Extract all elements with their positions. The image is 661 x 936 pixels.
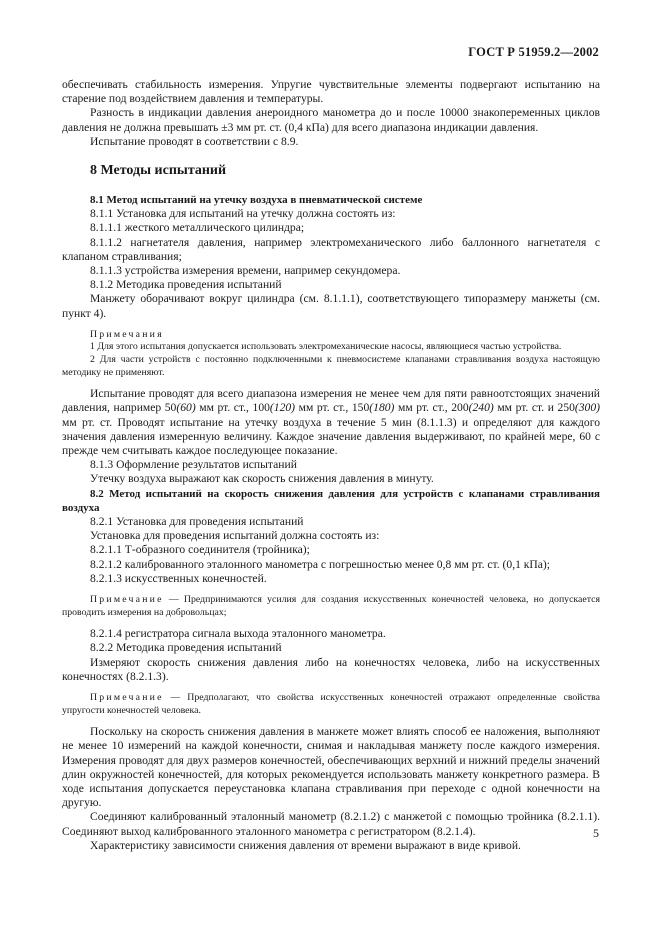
paragraph: Поскольку на скорость снижения давления в манжете может влиять способ ее наложения, выполняют не менее 10 измерений на каждой конечности, снимая и накладывая манжету после каждого измерения. Измерения проводят для двух размеров конечностей, обеспечивающих верхний и нижний пределы значений длин окружностей конечностей, для которых рекомендуется использовать манжету конкретного размера. В ходе испытания допускается переустановка клапана стравливания при переходе с одной конечности на другую. (62, 725, 600, 810)
paragraph: 8.1.1.2 нагнетателя давления, например электромеханического либо баллонного нагнетателя с клапаном стравливания; (62, 235, 600, 263)
paragraph: Манжету оборачивают вокруг цилиндра (см. 8.1.1.1), соответствующего типоразмеру манжеты (см. пункт 4). (62, 292, 600, 320)
paragraph: 8.1.1 Установка для испытаний на утечку должна состоять из: (90, 207, 396, 221)
paragraph: Соединяют калиброванный эталонный манометр (8.2.1.2) с манжетой с помощью тройника (8.2.1.1). Соединяют выход калиброванного эталонного манометра с регистратором (8.2.1.4). (62, 810, 600, 838)
paragraph: 8.2.1.2 калиброванного эталонного манометра с погрешностью менее 0,8 мм рт. ст. (0,1 кПа); (90, 557, 551, 571)
note-label: Примечания (90, 328, 164, 340)
paragraph: Разность в индикации давления анероидного манометра до и после 10000 знакопеременных циклов давления не должна превышать ±3 мм рт. ст. (0,4 кПа) для всего диапазона индикации давления. (62, 106, 600, 134)
paragraph: 8.2.1.1 Т-образного соединителя (тройника); (90, 543, 310, 557)
paragraph: 8.2.1.3 искусственных конечностей. (90, 571, 267, 585)
note: Примечание — Предпринимаются усилия для создания искусственных конечностей человека, но допускается проводить измерения на добровольцах; (62, 594, 600, 618)
subsection-heading: 8.1 Метод испытаний на утечку воздуха в пневматической системе (90, 194, 423, 207)
paragraph: 8.1.2 Методика проведения испытаний (90, 278, 282, 292)
section-heading: 8 Методы испытаний (90, 163, 227, 179)
subsection-heading: 8.2 Метод испытаний на скорость снижения давления для устройств с клапанами стравливания воздуха (62, 487, 600, 514)
paragraph-test-values: Испытание проводят для всего диапазона измерения не менее чем для пяти равноотстоящих значений давления, например 50(60) мм рт. ст., 100(120) мм рт. ст., 150(180) мм рт. ст., 200(240) мм рт. ст. и 250(300) мм рт. ст. Проводят испытание на утечку воздуха в течение 5 мин (8.1.1.3) и определяют для каждого значения давления измеренную величину. Каждое значение давления выдерживают, по крайней мере, 60 с прежде чем считывать каждое последующее показание. (62, 387, 600, 458)
paragraph: Измеряют скорость снижения давления либо на конечностях человека, либо на искусственных конечностях (8.2.1.3). (62, 655, 600, 683)
paragraph: 8.1.1.3 устройства измерения времени, например секундомера. (90, 264, 401, 278)
document-body (62, 78, 600, 853)
note-item: 2 Для части устройств с постоянно подключенными к пневмосистеме клапанами стравливания воздуха настоящую методику не применяют. (62, 354, 600, 378)
note: Примечание — Предполагают, что свойства искусственных конечностей отражают определенные свойства упругости конечностей человека. (62, 692, 600, 716)
note-item: 1 Для этого испытания допускается использовать электромеханические насосы, являющиеся частью устройства. (90, 341, 562, 353)
paragraph: 8.2.1 Установка для проведения испытаний (90, 515, 304, 529)
paragraph: Утечку воздуха выражают как скорость снижения давления в минуту. (90, 472, 434, 486)
paragraph: 8.1.3 Оформление результатов испытаний (90, 458, 297, 472)
paragraph: 8.1.1.1 жесткого металлического цилиндра; (90, 221, 305, 235)
page-number: 5 (593, 826, 599, 840)
paragraph: обеспечивать стабильность измерения. Упругие чувствительные элементы подвергают испытанию на старение под воздействием давления и температуры. (62, 78, 600, 106)
paragraph: Испытание проводят в соответствии с 8.9. (90, 134, 299, 148)
paragraph: Установка для проведения испытаний должна состоять из: (90, 529, 380, 543)
paragraph: Характеристику зависимости снижения давления от времени выражают в виде кривой. (90, 838, 521, 852)
document-header: ГОСТ Р 51959.2—2002 (468, 45, 599, 59)
paragraph: 8.2.2 Методика проведения испытаний (90, 641, 282, 655)
paragraph: 8.2.1.4 регистратора сигнала выхода эталонного манометра. (90, 627, 386, 641)
